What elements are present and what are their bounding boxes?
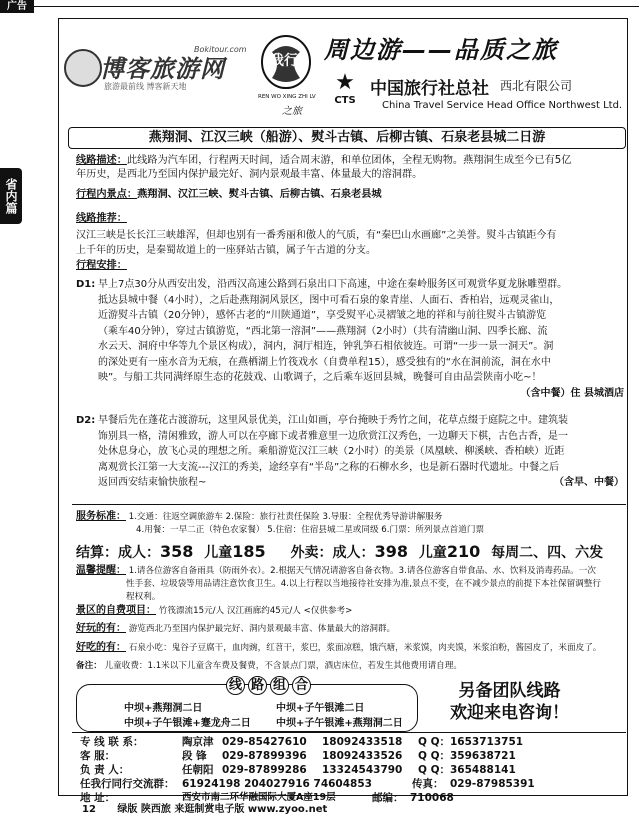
itinerary-label: 行程安排：: [76, 260, 127, 271]
bokitour-logo: [64, 45, 247, 97]
eat-label: 好吃的有：: [76, 642, 126, 653]
day-2-line: 处休息身心，放飞心灵的理想之所。乘船游览汉江三峡（2小时）的美景（凤凰峡、柳溪峡、香柏峡）近距: [98, 446, 565, 457]
side-tab: 省内篇: [0, 168, 22, 224]
rec-line-1: 汉江三峡是长长江三峡雄浑，但却也别有一番秀丽和傲人的气质，有“秦巴山水画廊”之美誉。熨斗古镇距今有: [76, 230, 557, 241]
zip-label: 邮编：: [372, 792, 404, 804]
contact-qq: 1653713751: [450, 736, 524, 748]
desc-line-1: 此线路为汽车团，行程两天时间，适合周末游，和单位团体，全程无购物。燕翔洞生成至今已有5亿: [126, 155, 572, 166]
combo-title-char: 组: [270, 676, 289, 695]
qq-label: Q Q：: [418, 764, 451, 776]
tips-line-2: 性手套、垃圾袋等用品请注意饮食卫生。4.以上行程以当地接待社安排为准,景点不变，在不减少景点的前提下本社保留调整行: [126, 579, 601, 589]
spots-label: 行程内景点：: [76, 189, 138, 200]
qq-label: Q Q：: [418, 736, 451, 748]
contact-tel: 029-87899286: [222, 764, 307, 776]
group-line-2: 欢迎来电咨询！: [450, 703, 569, 723]
day-1-label: D1:: [76, 279, 96, 290]
day-1-line: 的深处更有一座水音为无痕，在燕栖湖上竹筏戏水（自费单程15），感受独有的“水在洞前流，洞在水中: [98, 356, 551, 368]
qq-group-row: [72, 777, 626, 791]
day-2-line: 早餐后先在蓬花古渡游玩，这里风景优美，江山如画，亭台掩映于秀竹之间，花草点缀于庭院之中。建筑装: [98, 415, 568, 426]
company-branch: 西北有限公司: [500, 79, 573, 93]
star-icon: ★: [335, 70, 355, 95]
note-label: 备注：: [76, 661, 102, 671]
day-1-meal: （含中餐）住 县城酒店: [520, 387, 624, 399]
retail-child: 210: [446, 542, 481, 561]
retail-label: 外卖：成人：: [290, 545, 375, 561]
day-2-line: 返回西安结束愉快旅程~: [98, 477, 207, 488]
extra-label: 景区的自费项目：: [76, 605, 156, 616]
day-1-line: 抵达县城中餐（4小时），之后赴燕翔洞风景区，图中可看石泉的象青崖、人面石、香柏岩，远观灵雀山，: [98, 294, 560, 306]
extra-text: 竹筏漂流15元/人 汉江画廊约45元/人 <仅供参考>: [158, 606, 353, 616]
day-2-line: 饰别具一格，清闲雅致，游人可以在亭廊下或者雅意里一边欣赏江汉秀色，一边聊天下棋，古色古香，是一: [98, 430, 568, 442]
service-standard: [76, 510, 622, 524]
contact-role: 负 责 人：: [80, 764, 130, 776]
day-2-last-row: [98, 475, 624, 491]
rec-line-2: 上千年的历史，是秦蜀故道上的一座驿站古镇，属子午古道的分支。: [76, 245, 376, 256]
contact-mobile: 18092433526: [322, 750, 403, 762]
address-label: 地 址：: [80, 792, 116, 804]
slogan: 周边游——品质之旅: [324, 36, 558, 64]
spots-list: 燕翔洞、汉江三峡、熨斗古镇、后柳古镇、石泉老县城: [137, 189, 382, 200]
address: 西安市南二环华融国际大厦A座19层: [182, 792, 336, 803]
contact-row: [72, 749, 626, 763]
retail-child-label: 儿童: [418, 545, 447, 561]
globe-icon: [64, 49, 102, 87]
contact-name: 任朝阳: [182, 764, 214, 776]
route-combos: [76, 676, 416, 731]
top-rule: [34, 6, 639, 7]
combo-title-char: 路: [248, 676, 267, 695]
spots-row: [76, 187, 382, 202]
note: [76, 660, 622, 673]
logo2-text: 我行: [270, 53, 298, 69]
contact-row: [72, 763, 626, 777]
logo-url: Bokitour.com: [194, 45, 247, 54]
qq-label: Q Q：: [418, 750, 451, 762]
logo2-en: REN WO XING ZHI LV: [258, 94, 316, 100]
service-line-2: 4.用餐：一早二正（特色农家餐） 5.住宿：住宿县城二星或同级 6.门票：所列景点首道门票: [136, 525, 485, 535]
tips: [76, 564, 622, 578]
service-line-1: 1.交通：往返空调旅游车 2.保险：旅行社责任保险 3.导服：全程优秀导游讲解服务: [128, 512, 443, 522]
group-line-1: 另备团队线路: [458, 681, 561, 701]
settle-child: 185: [232, 542, 266, 561]
day-1-line: 早上7点30分从西安出发，沿西汉高速公路到石泉出口下高速，中途在秦岭服务区可观赏华夏龙脉雕塑群。: [98, 279, 568, 290]
desc-label: 线路描述：: [76, 155, 127, 166]
footer: [82, 800, 327, 815]
contact-mobile: 18092433518: [322, 736, 403, 748]
desc-line-2: 年历史，是西北乃至国内保护最完好、洞内景观最丰富、体量最大的溶洞群。: [76, 169, 423, 180]
extra-costs: [76, 604, 622, 618]
eat-text: 石泉小吃：鬼谷子豆腐干，血肉豌，红苕干，浆巴，浆面凉糕，饿汽塘，米浆馍，肉夹馍，米浆泊粉，酱园皮了，米面皮了。: [128, 643, 602, 653]
cts-logo: [330, 70, 360, 116]
company-name-en: China Travel Service Head Office Northwest Ltd.: [382, 100, 623, 111]
footer-text: 绿版 陕西旅 来逛制赏电子版 www.zyoo.net: [117, 804, 328, 815]
tips-line-3: 程权利。: [126, 592, 161, 602]
day-2-line: 离观赏长江第一大支流---汉江的秀美，途经享有“半岛”之称的石柳水乡，也是新石器时代遗址。中餐之后: [98, 461, 560, 473]
day-2-meal: （含早、中餐）: [554, 477, 624, 488]
settle-label: 结算：成人：: [76, 545, 160, 561]
day-2-label: D2:: [76, 415, 96, 426]
group-tour-notice: [450, 680, 569, 724]
rec-label: 线路推荐：: [76, 213, 127, 224]
contact-role: 客 服：: [80, 750, 116, 762]
fax-number: 029-87985391: [450, 778, 535, 790]
renwoxing-logo: [258, 34, 316, 120]
route-title: 燕翔洞、江汉三峡（船游）、熨斗古镇、后柳古镇、石泉老县城二日游: [68, 127, 626, 149]
eat: [76, 641, 622, 655]
logo-brand: 博客旅游网: [100, 55, 225, 83]
combo-1: 中坝+燕翔洞二日: [124, 703, 203, 714]
zip-code: 710068: [410, 792, 454, 804]
settle-adult: 358: [160, 542, 194, 561]
retail-adult: 398: [374, 542, 408, 561]
tips-line-1: 1.请各位游客自备雨具（防雨外衣）。2.根据天气情况请游客自备衣物。3.请各位游客自带食品、水、饮料及消毒药品。一次: [128, 566, 596, 576]
contact-role: 专 线 联 系：: [80, 736, 144, 748]
price-row: [76, 542, 622, 562]
rec-text: [76, 228, 622, 258]
contact-name: 段 锋: [182, 750, 207, 762]
settle-child-label: 儿童: [204, 545, 233, 561]
contact-name: 陶京津: [182, 736, 214, 748]
qq-groups: 61924198 204027916 74604853: [182, 778, 372, 790]
day-1-line: 水云天、洞府中华等九个景区构成），洞内，洞厅相连，钟乳笋石相依彼连。可谓“一步一景一洞天”。洞: [98, 341, 554, 352]
day-1-text: [98, 277, 624, 401]
contacts: [72, 735, 626, 805]
combo-title-char: 线: [226, 676, 245, 695]
combo-title-char: 合: [292, 676, 311, 695]
day-1-line: 映”。与船工共同满绎原生态的花鼓戏、山歌调子，之后乘车返回县城，晚餐可自由品尝陕南小吃~！: [98, 372, 542, 383]
contact-qq: 359638721: [450, 750, 516, 762]
ad-tag: 广告: [0, 0, 34, 13]
contact-tel: 029-85427610: [222, 736, 307, 748]
contact-mobile: 13324543790: [322, 764, 403, 776]
play-label: 好玩的有：: [76, 623, 126, 634]
combo-title: [226, 676, 314, 695]
departure-schedule: 每周二、四、六发: [491, 545, 604, 561]
day-1-line: （乘车40分钟），穿过古镇游览，“西北第一溶洞”——燕翔洞（2小时）（共有清幽山洞、四季长廊、流: [98, 325, 548, 337]
play-text: 游览西北乃至国内保护最完好、洞内景观最丰富、体量最大的溶洞群。: [128, 624, 396, 634]
note-text: 儿童收费：1.1米以下儿童含车费及餐费，不含景点门票，酒店床位，若发生其他费用请自理。: [104, 661, 462, 671]
divider: [72, 504, 626, 505]
route-description: [76, 153, 571, 168]
play: [76, 622, 622, 636]
contact-tel: 029-87899396: [222, 750, 307, 762]
qq-group-label: 任我行同行交流群：: [80, 778, 175, 790]
day-1-line: 近游熨斗古镇（20分钟），感怀古老的“川陕通道”，享受熨平心灵褶皱之地的祥和与前往熨斗古镇游览: [98, 310, 547, 321]
company-name-cn: 中国旅行社总社: [370, 79, 489, 99]
page-number: 12: [82, 804, 96, 815]
combo-4: 中坝+子午银滩+燕翔洞二日: [276, 718, 403, 729]
cts-label: CTS: [334, 95, 356, 106]
day-1: [76, 277, 624, 401]
contact-qq: 365488141: [450, 764, 516, 776]
contact-row: [72, 735, 626, 749]
combo-2: 中坝+子午银滩二日: [276, 703, 365, 714]
tips-label: 温馨提醒：: [76, 565, 126, 576]
combo-3: 中坝+子午银滩+蹇龙舟二日: [124, 718, 251, 729]
logo-subtitle: 旅游最前线 博客新天地: [104, 82, 187, 91]
logo2-sub: 之旅: [282, 106, 302, 117]
service-label: 服务标准：: [76, 511, 126, 522]
day-2: [76, 413, 624, 491]
fax-label: 传真：: [412, 778, 444, 790]
day-2-text: [98, 413, 624, 491]
divider: [72, 732, 626, 733]
